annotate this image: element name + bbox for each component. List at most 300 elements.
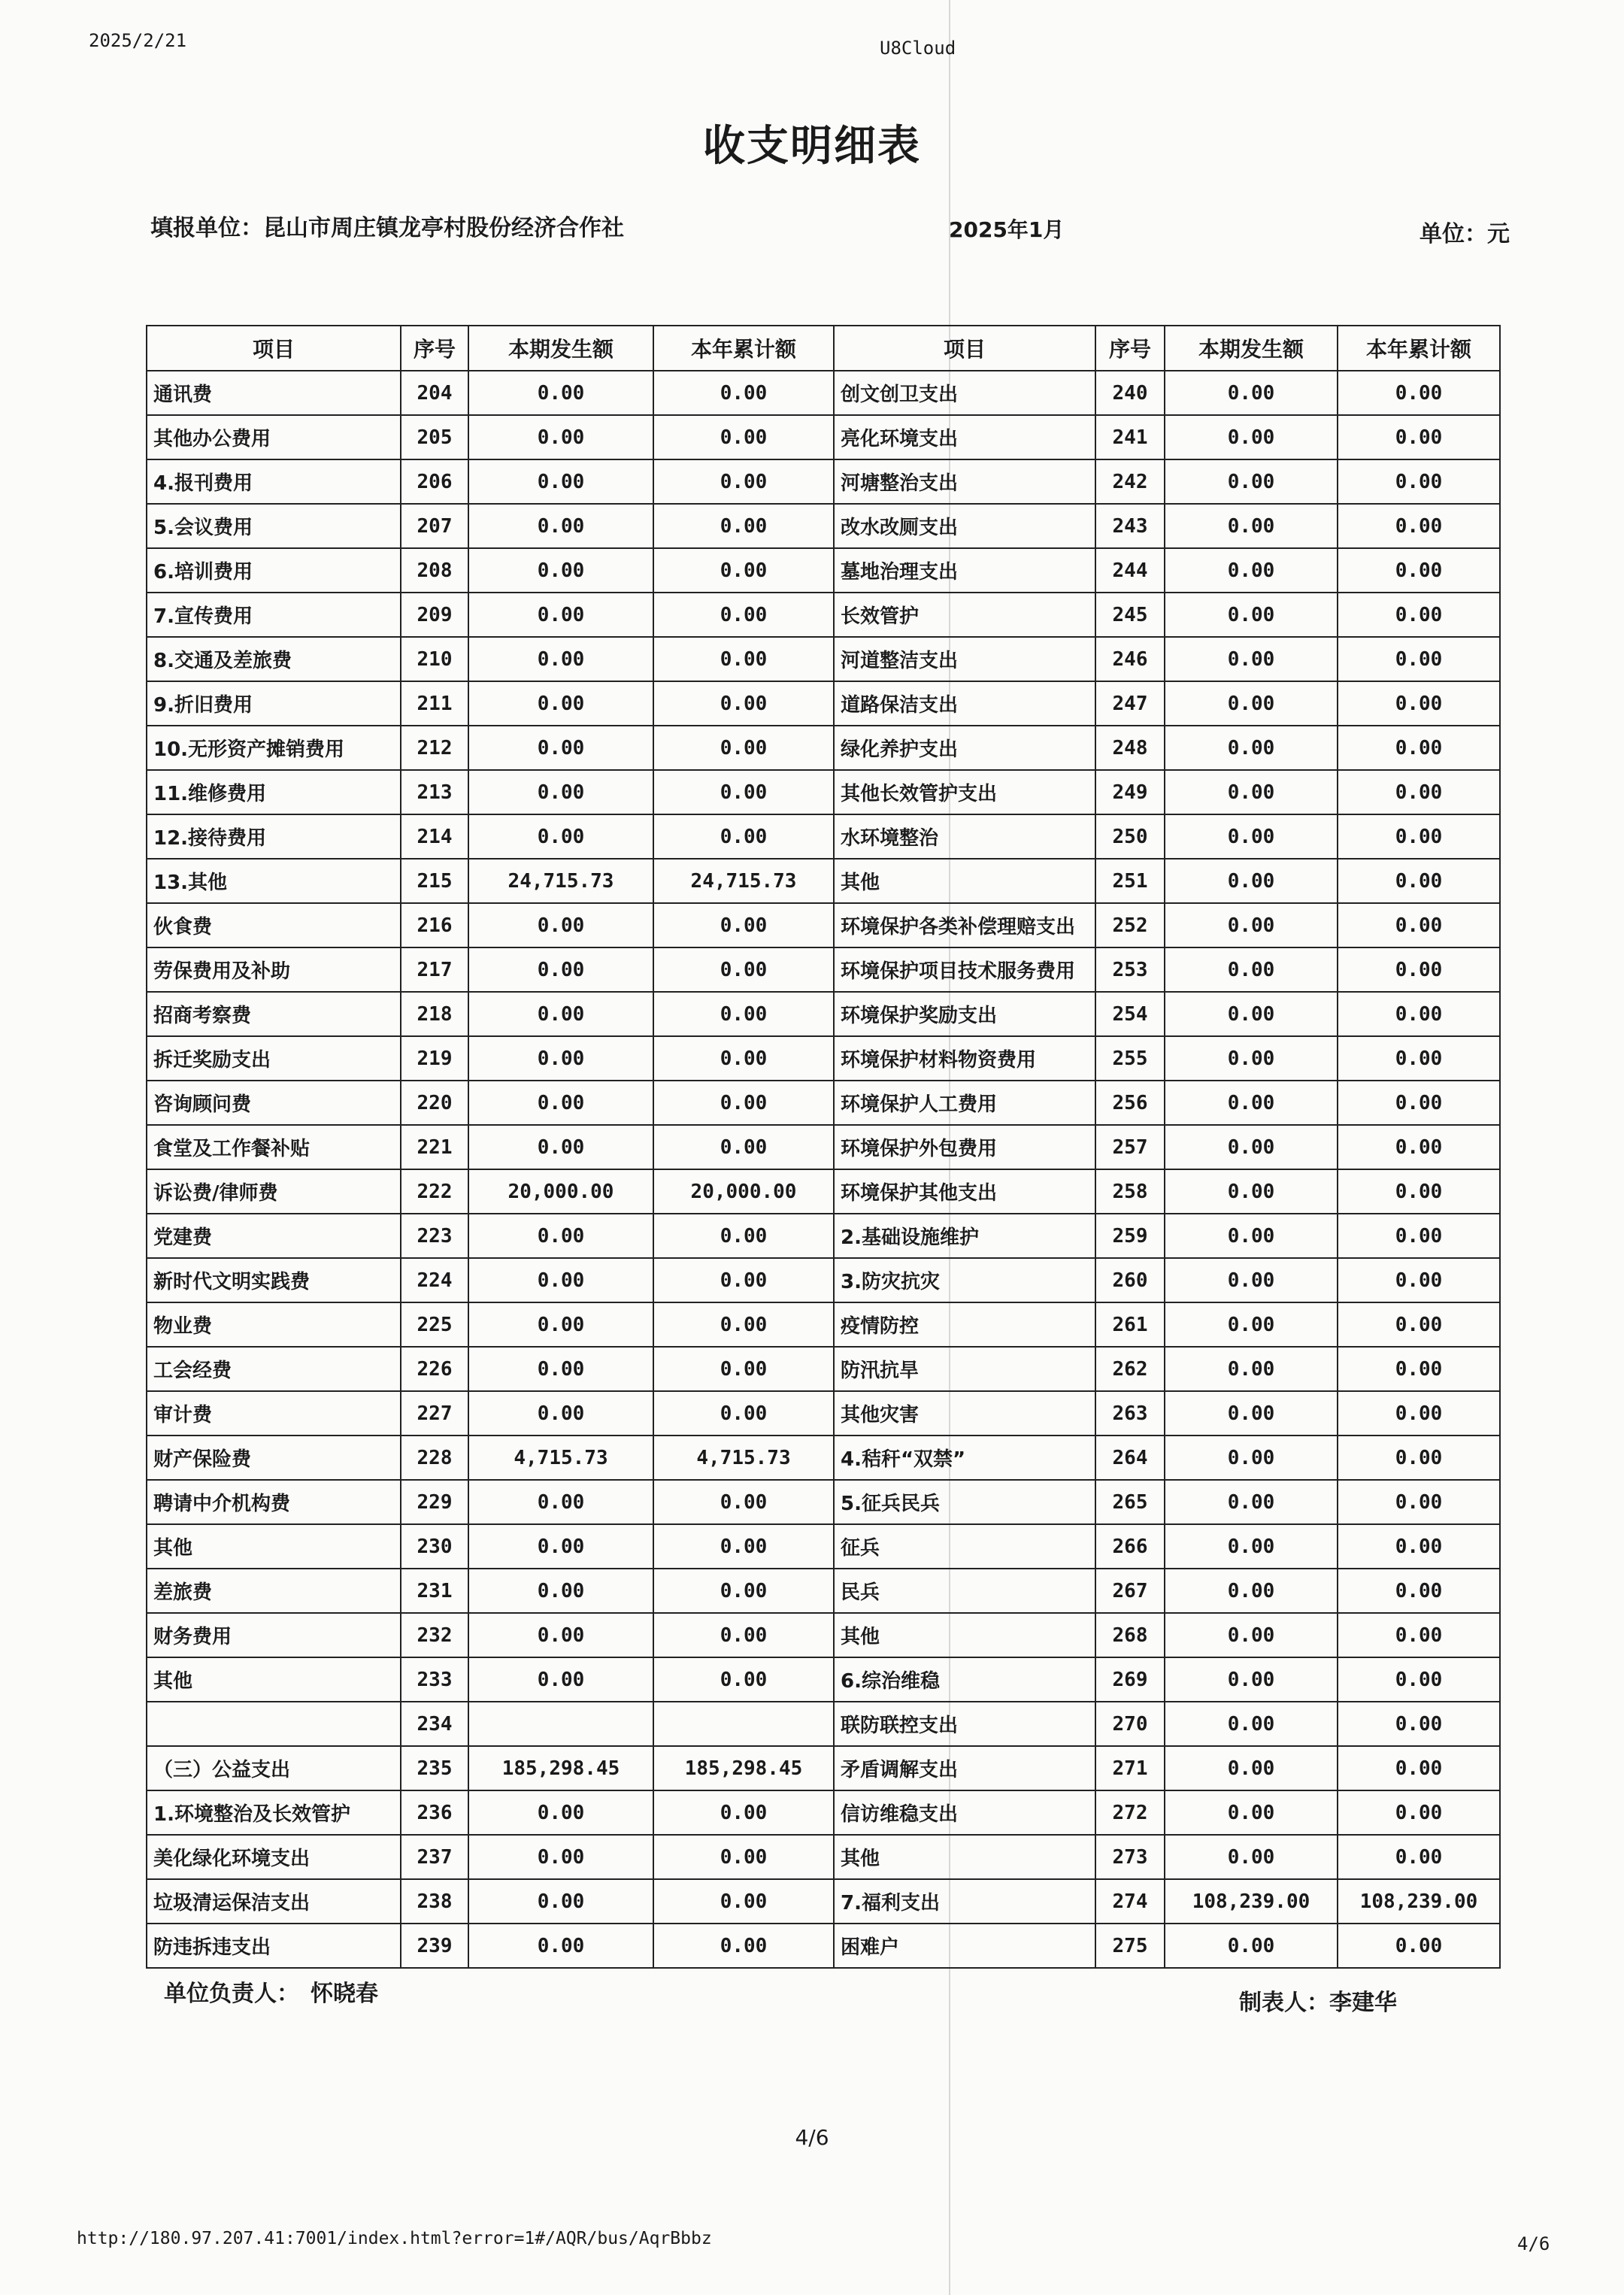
table-row	[147, 1169, 1500, 1214]
row-item-right: 环境保护材料物资费用	[834, 1036, 1095, 1081]
row-ytd-amount-left: 0.00	[653, 814, 834, 859]
row-current-amount-right: 0.00	[1165, 1125, 1338, 1169]
app-name: U8Cloud	[880, 38, 956, 59]
row-current-amount-left: 0.00	[468, 1347, 653, 1391]
table-row	[147, 1214, 1500, 1258]
row-seq-left: 223	[401, 1214, 468, 1258]
row-ytd-amount-right: 0.00	[1338, 947, 1500, 992]
row-seq-left: 212	[401, 726, 468, 770]
row-item-left: 9.折旧费用	[147, 681, 401, 726]
row-seq-left: 232	[401, 1613, 468, 1657]
currency-unit: 单位：元	[1419, 221, 1510, 247]
row-seq-left: 229	[401, 1480, 468, 1524]
row-seq-left: 234	[401, 1702, 468, 1746]
row-ytd-amount-left: 0.00	[653, 548, 834, 593]
row-ytd-amount-left: 0.00	[653, 1302, 834, 1347]
row-ytd-amount-right: 0.00	[1338, 415, 1500, 459]
row-seq-right: 274	[1095, 1879, 1165, 1924]
row-ytd-amount-right: 0.00	[1338, 814, 1500, 859]
table-row	[147, 992, 1500, 1036]
row-current-amount-left: 185,298.45	[468, 1746, 653, 1790]
col-header-seq-left: 序号	[401, 326, 468, 371]
row-item-left: 12.接待费用	[147, 814, 401, 859]
row-current-amount-left: 0.00	[468, 770, 653, 814]
detail-table	[146, 325, 1501, 1969]
row-ytd-amount-left: 0.00	[653, 1924, 834, 1968]
row-seq-left: 220	[401, 1081, 468, 1125]
row-item-right: 其他灾害	[834, 1391, 1095, 1436]
row-seq-right: 250	[1095, 814, 1165, 859]
table-row	[147, 859, 1500, 903]
page-indicator: 4/6	[795, 2125, 829, 2150]
row-item-left: 聘请中介机构费	[147, 1480, 401, 1524]
table-row	[147, 1790, 1500, 1835]
table-header-row	[147, 326, 1500, 371]
row-current-amount-right: 0.00	[1165, 548, 1338, 593]
row-current-amount-left: 0.00	[468, 593, 653, 637]
row-item-left: 党建费	[147, 1214, 401, 1258]
row-item-left: 物业费	[147, 1302, 401, 1347]
row-item-right: 6.综治维稳	[834, 1657, 1095, 1702]
reporting-unit: 填报单位：昆山市周庄镇龙亭村股份经济合作社	[150, 215, 624, 241]
row-ytd-amount-right: 0.00	[1338, 1125, 1500, 1169]
row-current-amount-left: 0.00	[468, 1924, 653, 1968]
row-item-right: 征兵	[834, 1524, 1095, 1569]
row-item-left: 新时代文明实践费	[147, 1258, 401, 1302]
row-ytd-amount-left: 0.00	[653, 1391, 834, 1436]
row-current-amount-left: 0.00	[468, 1480, 653, 1524]
row-ytd-amount-right: 0.00	[1338, 992, 1500, 1036]
row-current-amount-right: 0.00	[1165, 1258, 1338, 1302]
row-ytd-amount-right: 0.00	[1338, 637, 1500, 681]
row-ytd-amount-left: 0.00	[653, 1613, 834, 1657]
row-ytd-amount-right: 0.00	[1338, 1746, 1500, 1790]
col-header-item-left: 项目	[147, 326, 401, 371]
row-ytd-amount-right: 0.00	[1338, 681, 1500, 726]
row-current-amount-right: 0.00	[1165, 371, 1338, 415]
row-item-left: 1.环境整治及长效管护	[147, 1790, 401, 1835]
row-seq-left: 226	[401, 1347, 468, 1391]
row-seq-right: 253	[1095, 947, 1165, 992]
row-seq-left: 215	[401, 859, 468, 903]
row-seq-left: 207	[401, 504, 468, 548]
row-ytd-amount-right: 0.00	[1338, 903, 1500, 947]
source-url: http://180.97.207.41:7001/index.html?error=1#/AQR/bus/AqrBbbz	[77, 2229, 712, 2248]
row-current-amount-left: 0.00	[468, 504, 653, 548]
row-seq-left: 224	[401, 1258, 468, 1302]
row-seq-left: 239	[401, 1924, 468, 1968]
row-item-right: 河塘整治支出	[834, 459, 1095, 504]
table-row	[147, 548, 1500, 593]
row-item-left: 其他办公费用	[147, 415, 401, 459]
row-item-left: 10.无形资产摊销费用	[147, 726, 401, 770]
row-ytd-amount-left: 0.00	[653, 903, 834, 947]
page-corner-number: 4/6	[1517, 2233, 1550, 2254]
row-current-amount-left: 0.00	[468, 548, 653, 593]
col-header-seq-right: 序号	[1095, 326, 1165, 371]
row-ytd-amount-left: 4,715.73	[653, 1436, 834, 1480]
row-current-amount-left: 0.00	[468, 371, 653, 415]
row-ytd-amount-left: 0.00	[653, 726, 834, 770]
row-current-amount-left: 24,715.73	[468, 859, 653, 903]
row-ytd-amount-left	[653, 1702, 834, 1746]
table-row	[147, 1347, 1500, 1391]
row-item-right: 5.征兵民兵	[834, 1480, 1095, 1524]
row-current-amount-right: 0.00	[1165, 504, 1338, 548]
row-current-amount-left: 0.00	[468, 1391, 653, 1436]
table-row	[147, 1258, 1500, 1302]
col-header-ytd-left: 本年累计额	[653, 326, 834, 371]
row-seq-left: 222	[401, 1169, 468, 1214]
row-current-amount-right: 0.00	[1165, 1524, 1338, 1569]
table-row	[147, 1036, 1500, 1081]
row-item-right: 长效管护	[834, 593, 1095, 637]
table-row	[147, 1746, 1500, 1790]
row-current-amount-right: 0.00	[1165, 459, 1338, 504]
row-seq-right: 263	[1095, 1391, 1165, 1436]
table-row	[147, 726, 1500, 770]
row-item-left: 其他	[147, 1657, 401, 1702]
table-row	[147, 1436, 1500, 1480]
row-seq-right: 240	[1095, 371, 1165, 415]
row-item-left: 通讯费	[147, 371, 401, 415]
row-item-right: 其他	[834, 1613, 1095, 1657]
row-current-amount-left: 0.00	[468, 1790, 653, 1835]
row-seq-left: 235	[401, 1746, 468, 1790]
col-header-current-left: 本期发生额	[468, 326, 653, 371]
row-item-right: 环境保护项目技术服务费用	[834, 947, 1095, 992]
row-ytd-amount-left: 0.00	[653, 1835, 834, 1879]
row-item-right: 环境保护奖励支出	[834, 992, 1095, 1036]
row-item-left: 11.维修费用	[147, 770, 401, 814]
row-item-right: 环境保护各类补偿理赔支出	[834, 903, 1095, 947]
row-ytd-amount-left: 0.00	[653, 681, 834, 726]
row-ytd-amount-left: 24,715.73	[653, 859, 834, 903]
row-item-right: 创文创卫支出	[834, 371, 1095, 415]
row-ytd-amount-right: 0.00	[1338, 1081, 1500, 1125]
row-current-amount-left: 0.00	[468, 415, 653, 459]
row-current-amount-left: 0.00	[468, 1258, 653, 1302]
table-row	[147, 1924, 1500, 1968]
table-row	[147, 637, 1500, 681]
row-current-amount-left: 0.00	[468, 1081, 653, 1125]
row-item-left: 工会经费	[147, 1347, 401, 1391]
row-seq-right: 269	[1095, 1657, 1165, 1702]
row-ytd-amount-right: 0.00	[1338, 459, 1500, 504]
row-ytd-amount-left: 0.00	[653, 1569, 834, 1613]
row-ytd-amount-right: 0.00	[1338, 726, 1500, 770]
row-item-right: 疫情防控	[834, 1302, 1095, 1347]
row-current-amount-right: 0.00	[1165, 903, 1338, 947]
table-row	[147, 371, 1500, 415]
row-seq-left: 210	[401, 637, 468, 681]
row-current-amount-left: 0.00	[468, 637, 653, 681]
row-item-right: 2.基础设施维护	[834, 1214, 1095, 1258]
row-item-left: 财产保险费	[147, 1436, 401, 1480]
row-ytd-amount-right: 0.00	[1338, 1347, 1500, 1391]
row-ytd-amount-right: 0.00	[1338, 1569, 1500, 1613]
row-seq-left: 217	[401, 947, 468, 992]
col-header-ytd-right: 本年累计额	[1338, 326, 1500, 371]
table-row	[147, 814, 1500, 859]
row-seq-right: 254	[1095, 992, 1165, 1036]
row-seq-right: 251	[1095, 859, 1165, 903]
row-item-left: 招商考察费	[147, 992, 401, 1036]
row-current-amount-right: 0.00	[1165, 859, 1338, 903]
row-ytd-amount-left: 0.00	[653, 1790, 834, 1835]
row-ytd-amount-left: 185,298.45	[653, 1746, 834, 1790]
row-current-amount-right: 0.00	[1165, 992, 1338, 1036]
row-seq-left: 238	[401, 1879, 468, 1924]
row-item-left: 食堂及工作餐补贴	[147, 1125, 401, 1169]
row-seq-right: 265	[1095, 1480, 1165, 1524]
table-row	[147, 770, 1500, 814]
row-seq-left: 219	[401, 1036, 468, 1081]
responsible-person: 单位负责人： 怀晓春	[164, 1981, 378, 2007]
row-item-right: 其他	[834, 859, 1095, 903]
row-current-amount-right: 0.00	[1165, 814, 1338, 859]
row-seq-right: 261	[1095, 1302, 1165, 1347]
row-ytd-amount-right: 0.00	[1338, 1391, 1500, 1436]
row-seq-right: 246	[1095, 637, 1165, 681]
row-current-amount-right: 0.00	[1165, 770, 1338, 814]
row-current-amount-left: 0.00	[468, 1657, 653, 1702]
row-seq-left: 216	[401, 903, 468, 947]
row-item-right: 3.防灾抗灾	[834, 1258, 1095, 1302]
row-ytd-amount-right: 0.00	[1338, 1702, 1500, 1746]
row-ytd-amount-right: 0.00	[1338, 1302, 1500, 1347]
row-item-left: 6.培训费用	[147, 548, 401, 593]
row-item-right: 4.秸秆“双禁”	[834, 1436, 1095, 1480]
row-seq-right: 258	[1095, 1169, 1165, 1214]
row-seq-right: 248	[1095, 726, 1165, 770]
row-current-amount-right: 0.00	[1165, 1036, 1338, 1081]
table-row	[147, 1480, 1500, 1524]
row-seq-right: 249	[1095, 770, 1165, 814]
row-seq-right: 257	[1095, 1125, 1165, 1169]
table-row	[147, 593, 1500, 637]
table-row	[147, 1702, 1500, 1746]
row-ytd-amount-right: 0.00	[1338, 1835, 1500, 1879]
row-current-amount-left: 0.00	[468, 992, 653, 1036]
table-row	[147, 1125, 1500, 1169]
row-item-right: 联防联控支出	[834, 1702, 1095, 1746]
row-ytd-amount-left: 0.00	[653, 770, 834, 814]
row-seq-right: 268	[1095, 1613, 1165, 1657]
table-row	[147, 1391, 1500, 1436]
row-current-amount-right: 0.00	[1165, 637, 1338, 681]
row-item-left: （三）公益支出	[147, 1746, 401, 1790]
report-period: 2025年1月	[949, 217, 1065, 242]
row-current-amount-right: 0.00	[1165, 1480, 1338, 1524]
row-seq-right: 267	[1095, 1569, 1165, 1613]
row-seq-left: 214	[401, 814, 468, 859]
row-seq-left: 205	[401, 415, 468, 459]
row-current-amount-right: 0.00	[1165, 1835, 1338, 1879]
table-row	[147, 1524, 1500, 1569]
row-ytd-amount-right: 0.00	[1338, 593, 1500, 637]
row-seq-right: 266	[1095, 1524, 1165, 1569]
row-item-right: 7.福利支出	[834, 1879, 1095, 1924]
row-seq-right: 256	[1095, 1081, 1165, 1125]
row-seq-left: 218	[401, 992, 468, 1036]
row-current-amount-left: 0.00	[468, 903, 653, 947]
row-ytd-amount-right: 0.00	[1338, 1258, 1500, 1302]
row-item-right: 其他长效管护支出	[834, 770, 1095, 814]
row-current-amount-left: 0.00	[468, 1302, 653, 1347]
row-item-left: 13.其他	[147, 859, 401, 903]
row-current-amount-right: 0.00	[1165, 947, 1338, 992]
row-ytd-amount-left: 0.00	[653, 1036, 834, 1081]
row-ytd-amount-right: 0.00	[1338, 859, 1500, 903]
row-current-amount-left: 0.00	[468, 726, 653, 770]
row-current-amount-left: 0.00	[468, 1036, 653, 1081]
row-seq-left: 211	[401, 681, 468, 726]
col-header-item-right: 项目	[834, 326, 1095, 371]
row-item-left: 5.会议费用	[147, 504, 401, 548]
row-current-amount-left: 0.00	[468, 947, 653, 992]
row-item-right: 亮化环境支出	[834, 415, 1095, 459]
row-item-left: 拆迁奖励支出	[147, 1036, 401, 1081]
table-row	[147, 504, 1500, 548]
row-ytd-amount-right: 0.00	[1338, 504, 1500, 548]
row-ytd-amount-left: 0.00	[653, 371, 834, 415]
row-ytd-amount-left: 0.00	[653, 637, 834, 681]
row-current-amount-right: 0.00	[1165, 1702, 1338, 1746]
table-row	[147, 415, 1500, 459]
table-row	[147, 1879, 1500, 1924]
row-item-right: 矛盾调解支出	[834, 1746, 1095, 1790]
row-seq-left: 208	[401, 548, 468, 593]
table-row	[147, 1835, 1500, 1879]
row-ytd-amount-right: 0.00	[1338, 1657, 1500, 1702]
row-ytd-amount-left: 0.00	[653, 1081, 834, 1125]
row-seq-left: 209	[401, 593, 468, 637]
row-ytd-amount-left: 0.00	[653, 1125, 834, 1169]
row-item-left: 差旅费	[147, 1569, 401, 1613]
row-seq-left: 227	[401, 1391, 468, 1436]
row-item-left: 劳保费用及补助	[147, 947, 401, 992]
row-item-right: 防汛抗旱	[834, 1347, 1095, 1391]
row-current-amount-right: 0.00	[1165, 593, 1338, 637]
row-seq-right: 271	[1095, 1746, 1165, 1790]
row-seq-left: 204	[401, 371, 468, 415]
row-seq-left: 213	[401, 770, 468, 814]
row-item-left: 垃圾清运保洁支出	[147, 1879, 401, 1924]
row-item-right: 水环境整治	[834, 814, 1095, 859]
row-ytd-amount-right: 0.00	[1338, 1214, 1500, 1258]
row-item-left: 防违拆违支出	[147, 1924, 401, 1968]
row-ytd-amount-left: 0.00	[653, 593, 834, 637]
row-ytd-amount-right: 0.00	[1338, 548, 1500, 593]
row-ytd-amount-left: 0.00	[653, 1214, 834, 1258]
print-date: 2025/2/21	[89, 30, 187, 51]
row-current-amount-right: 0.00	[1165, 1790, 1338, 1835]
row-current-amount-right: 0.00	[1165, 1169, 1338, 1214]
row-seq-left: 230	[401, 1524, 468, 1569]
row-item-left: 咨询顾问费	[147, 1081, 401, 1125]
row-current-amount-right: 0.00	[1165, 1302, 1338, 1347]
row-seq-left: 233	[401, 1657, 468, 1702]
row-ytd-amount-left: 0.00	[653, 1347, 834, 1391]
row-item-right: 信访维稳支出	[834, 1790, 1095, 1835]
row-seq-right: 247	[1095, 681, 1165, 726]
row-current-amount-left: 20,000.00	[468, 1169, 653, 1214]
row-current-amount-right: 0.00	[1165, 1214, 1338, 1258]
row-ytd-amount-left: 0.00	[653, 504, 834, 548]
row-current-amount-left: 0.00	[468, 1613, 653, 1657]
row-ytd-amount-right: 0.00	[1338, 1436, 1500, 1480]
row-item-right: 墓地治理支出	[834, 548, 1095, 593]
row-item-left: 7.宣传费用	[147, 593, 401, 637]
row-item-left: 伙食费	[147, 903, 401, 947]
preparer: 制表人：李建华	[1239, 1990, 1397, 2016]
row-seq-right: 255	[1095, 1036, 1165, 1081]
row-ytd-amount-left: 0.00	[653, 947, 834, 992]
row-current-amount-right: 0.00	[1165, 1746, 1338, 1790]
row-ytd-amount-right: 108,239.00	[1338, 1879, 1500, 1924]
row-current-amount-left: 0.00	[468, 459, 653, 504]
row-seq-right: 243	[1095, 504, 1165, 548]
row-current-amount-right: 0.00	[1165, 1436, 1338, 1480]
row-ytd-amount-right: 0.00	[1338, 1036, 1500, 1081]
row-current-amount-right: 0.00	[1165, 726, 1338, 770]
row-item-right: 环境保护其他支出	[834, 1169, 1095, 1214]
row-item-left: 4.报刊费用	[147, 459, 401, 504]
row-seq-right: 270	[1095, 1702, 1165, 1746]
table-row	[147, 903, 1500, 947]
row-seq-left: 237	[401, 1835, 468, 1879]
row-current-amount-left: 0.00	[468, 681, 653, 726]
row-ytd-amount-right: 0.00	[1338, 1524, 1500, 1569]
row-current-amount-right: 0.00	[1165, 415, 1338, 459]
row-item-right: 河道整洁支出	[834, 637, 1095, 681]
row-ytd-amount-right: 0.00	[1338, 1924, 1500, 1968]
row-current-amount-left: 4,715.73	[468, 1436, 653, 1480]
row-current-amount-left: 0.00	[468, 1524, 653, 1569]
row-seq-right: 260	[1095, 1258, 1165, 1302]
table-row	[147, 1569, 1500, 1613]
row-seq-right: 264	[1095, 1436, 1165, 1480]
row-seq-right: 244	[1095, 548, 1165, 593]
row-seq-right: 259	[1095, 1214, 1165, 1258]
row-seq-right: 242	[1095, 459, 1165, 504]
row-item-right: 困难户	[834, 1924, 1095, 1968]
row-seq-left: 221	[401, 1125, 468, 1169]
row-current-amount-left: 0.00	[468, 1569, 653, 1613]
row-item-right: 绿化养护支出	[834, 726, 1095, 770]
row-item-left: 美化绿化环境支出	[147, 1835, 401, 1879]
table-row	[147, 459, 1500, 504]
row-ytd-amount-right: 0.00	[1338, 1480, 1500, 1524]
row-ytd-amount-right: 0.00	[1338, 1613, 1500, 1657]
row-seq-right: 245	[1095, 593, 1165, 637]
row-seq-left: 206	[401, 459, 468, 504]
row-ytd-amount-left: 0.00	[653, 1258, 834, 1302]
row-item-left: 诉讼费/律师费	[147, 1169, 401, 1214]
row-current-amount-right: 0.00	[1165, 1924, 1338, 1968]
row-ytd-amount-left: 0.00	[653, 415, 834, 459]
row-current-amount-right: 0.00	[1165, 1569, 1338, 1613]
row-item-left: 其他	[147, 1524, 401, 1569]
row-seq-left: 231	[401, 1569, 468, 1613]
row-seq-right: 262	[1095, 1347, 1165, 1391]
row-seq-right: 241	[1095, 415, 1165, 459]
table-row	[147, 1613, 1500, 1657]
row-current-amount-left	[468, 1702, 653, 1746]
table-row	[147, 1081, 1500, 1125]
row-ytd-amount-left: 0.00	[653, 992, 834, 1036]
